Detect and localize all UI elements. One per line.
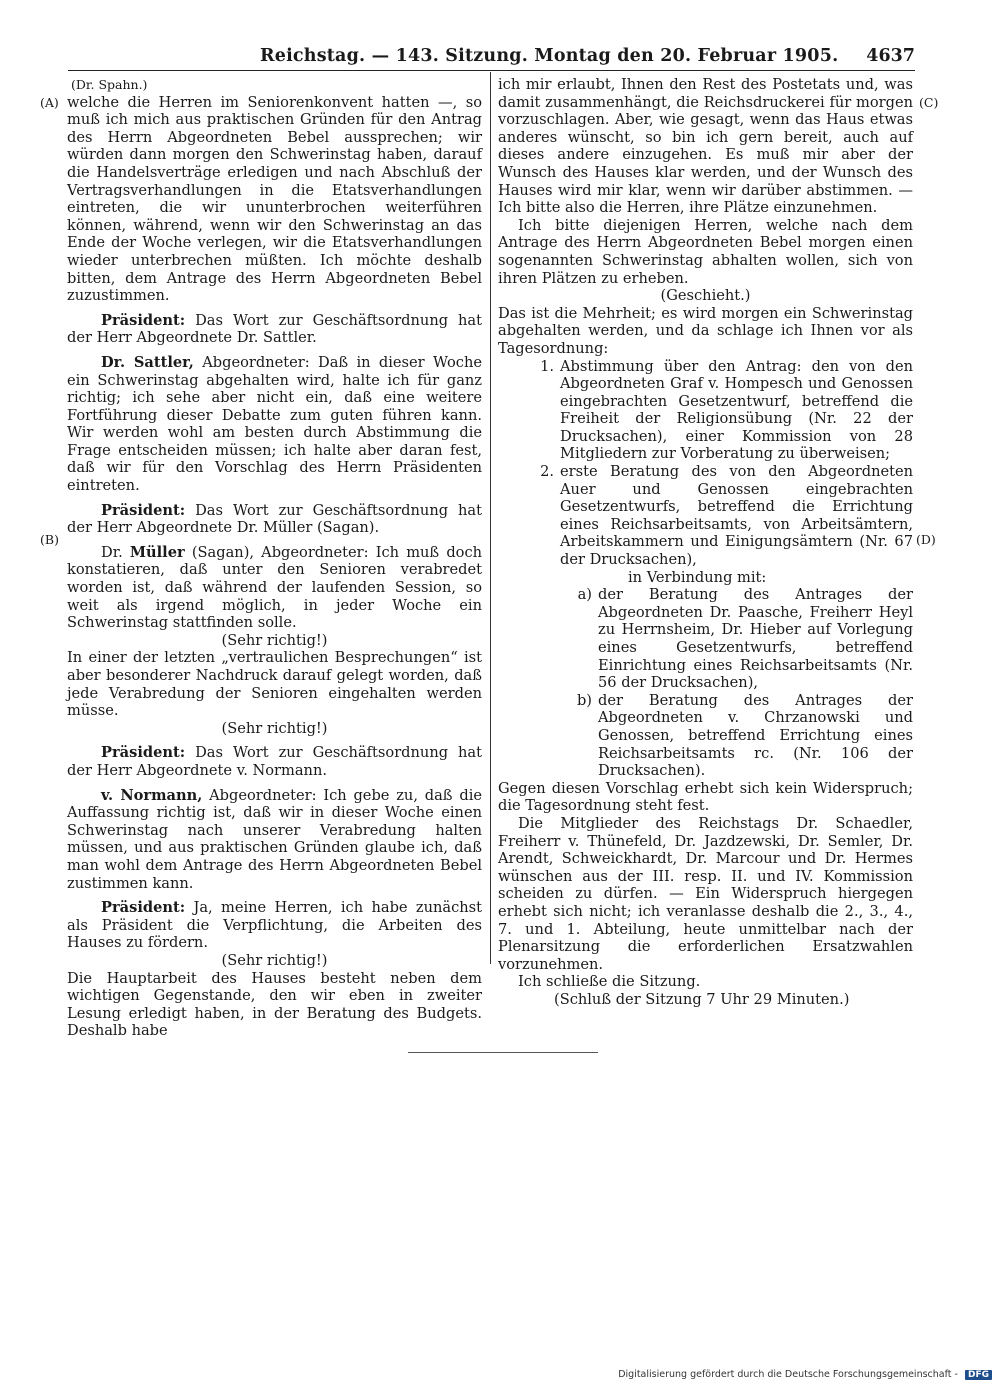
paragraph: Präsident: Das Wort zur Geschäftsordnung hat der Herr Abgeordnete v. Normann.: [67, 744, 482, 779]
agenda-item-text: Abstimmung über den Antrag: den von den Abgeordneten Graf v. Hompesch und Genossen eingebrachten Gesetzentwurf, betreffend die Freiheit der Religionsübung (Nr. 22 der Drucksachen), einer Kommission von 28 Mitgliedern zur Vorberatung zu überweisen;: [560, 357, 913, 463]
running-speaker: (Dr. Spahn.): [71, 77, 148, 92]
paragraph: In einer der letzten „vertraulichen Besprechungen“ ist aber besonderer Nachdruck darauf gelegt worden, daß jede Verabredung der Senioren eingehalten werden müsse.: [67, 649, 482, 720]
agenda-subitem: [498, 586, 913, 692]
margin-marker-d: (D): [916, 532, 936, 547]
agenda-subitem: [498, 692, 913, 780]
agenda-item-number: 1.: [540, 357, 554, 375]
paragraph: Gegen diesen Vorschlag erhebt sich kein Widerspruch; die Tagesordnung steht fest.: [498, 779, 913, 815]
margin-marker-b: (B): [40, 532, 59, 547]
right-column: [498, 76, 913, 1008]
paragraph: Präsident: Das Wort zur Geschäftsordnung hat der Herr Abgeordnete Dr. Sattler.: [67, 311, 482, 347]
paragraph: ich mir erlaubt, Ihnen den Rest des Postetats und, was damit zusammenhängt, die Reichsdruckerei für morgen vorzuschlagen. Aber, wie gesagt, wenn das Haus etwas anderes wünscht, so bin ich gern bereit, auch auf dieses andere einzugehen. Es muß mir aber der Wunsch des Hauses klar werden, und der Wunsch des Hauses wird mir klar, wenn wir darüber abstimmen. — Ich bitte also die Herren, ihre Plätze einzunehmen.: [498, 76, 913, 217]
margin-marker-a: (A): [40, 95, 59, 110]
left-column: [67, 76, 482, 1040]
in-connection-label: in Verbindung mit:: [628, 568, 767, 586]
footer: [618, 1369, 992, 1380]
speaker-name: Dr. Sattler,: [101, 353, 194, 371]
interjection: (Sehr richtig!): [221, 631, 328, 649]
paragraph: Das ist die Mehrheit; es wird morgen ein Schwerinstag abgehalten werden, und da schlage ich Ihnen vor als Tagesordnung:: [498, 304, 913, 357]
agenda-item-number: 2.: [540, 463, 554, 481]
header-rule: [68, 70, 915, 71]
paragraph: Ich schließe die Sitzung.: [518, 973, 701, 991]
speaker-name: v. Normann,: [101, 786, 203, 804]
speaker-name: Präsident:: [101, 501, 186, 519]
paragraph: welche die Herren im Seniorenkonvent hatten —, so muß ich mich aus praktischen Gründen für den Antrag des Herrn Abgeordneten Bebel aussprechen; wir würden dann morgen den Schwerinstag haben, darauf die Handelsverträge erledigen und nach Abschluß der Vertragsverhandlungen in die Etatsverhandlungen eintreten, die wir ununterbrochen weiterführen können, während, wenn wir den Schwerinstag an das Ende der Woche verlegen, wir die Etatsverhandlungen wieder unterbrechen müßten. Ich möchte deshalb bitten, dem Antrage des Herrn Abgeordneten Bebel zuzustimmen.: [67, 93, 482, 305]
interjection: (Geschieht.): [660, 287, 751, 305]
agenda-subitem-letter: b): [576, 691, 592, 709]
interjection: (Sehr richtig!): [221, 719, 328, 737]
agenda-item-text: erste Beratung des von den Abgeordneten Auer und Genossen eingebrachten Gesetzentwurfs, betreffend die Errichtung eines Reichsarbeitsamts, von Arbeitsämtern, Arbeitskammern und Einigungsämtern (Nr. 67 der Drucksachen),: [560, 463, 913, 569]
agenda-subitem-text: der Beratung des Antrages der Abgeordneten v. Chrzanowski und Genossen, betreffend Errichtung eines Reichsarbeitsamts rc. (Nr. 106 der Drucksachen).: [598, 691, 913, 780]
paragraph: Die Hauptarbeit des Hauses besteht neben dem wichtigen Gegenstande, den wir eben in zweiter Lesung erledigt haben, in der Beratung des Budgets. Deshalb habe: [67, 969, 482, 1040]
paragraph: Dr. Sattler, Abgeordneter: Daß in dieser Woche ein Schwerinstag abgehalten wird, halte ich für ganz richtig; ich sehe aber nicht ein, daß eine weitere Fortführung dieser Debatte zum guten führen kann. Wir werden wohl am besten durch Abstimmung die Frage entscheiden müssen; ich halte aber daran fest, daß wir für den Vorschlag des Herrn Präsidenten eintreten.: [67, 353, 483, 495]
footer-credit: Digitalisierung gefördert durch die Deutsche Forschungsgemeinschaft -: [618, 1369, 958, 1380]
paragraph: Dr. Müller (Sagan), Abgeordneter: Ich muß doch konstatieren, daß unter den Senioren verabredet worden ist, daß während der laufenden Session, so weit als irgend möglich, in jeder Woche ein Schwerinstag stattfinden solle.: [67, 543, 483, 632]
paragraph: Präsident: Ja, meine Herren, ich habe zunächst als Präsident die Verpflichtung, die Arbeiten des Hauses zu fördern.: [67, 899, 483, 952]
dfg-logo: DFG: [965, 1370, 992, 1380]
paragraph: Die Mitglieder des Reichstags Dr. Schaedler, Freiherr v. Thünefeld, Dr. Jazdzewski, Dr. Semler, Dr. Arendt, Schweickhardt, Dr. Marcour und Dr. Hermes wünschen aus der III. resp. II. und IV. Kommission scheiden zu dürfen. — Ein Widerspruch hiergegen erhebt sich nicht; ich veranlasse deshalb die 2., 3., 4., 7. und 1. Abteilung, heute unmittelbar nach der Plenarsitzung die erforderlichen Ersatzwahlen vorzunehmen.: [498, 814, 913, 973]
interjection: (Sehr richtig!): [221, 951, 328, 969]
column-divider: [490, 72, 491, 964]
speaker-name: Müller: [129, 543, 185, 561]
paragraph: Ich bitte diejenigen Herren, welche nach dem Antrage des Herrn Abgeordneten Bebel morgen einen sogenannten Schwerinstag abhalten wollen, sich von ihren Plätzen zu erheben.: [498, 216, 913, 287]
agenda-subitem-letter: a): [577, 586, 592, 604]
speaker-name: Präsident:: [101, 744, 186, 762]
agenda-subitem-text: der Beratung des Antrages der Abgeordneten Dr. Paasche, Freiherr Heyl zu Herrnsheim, Dr. Hieber auf Vorlegung eines Gesetzentwurfs, betreffend Einrichtung eines Reichsarbeitsamts (Nr. 56 der Drucksachen),: [598, 586, 913, 692]
page-header: [70, 46, 915, 70]
speaker-name: Präsident:: [101, 899, 186, 917]
agenda-item: [498, 463, 913, 569]
paragraph: v. Normann, Abgeordneter: Ich gebe zu, daß die Auffassung richtig ist, daß wir in dieser Woche einen Schwerinstag nach unserer Verabredung halten müssen, und aus praktischen Gründen glaube ich, daß man wohl dem Antrage des Herrn Abgeordneten Bebel zustimmen kann.: [67, 786, 483, 892]
end-rule: [408, 1052, 598, 1053]
margin-marker-c: (C): [919, 95, 939, 110]
page-number: 4637: [866, 46, 915, 66]
agenda-item: [498, 358, 913, 464]
session-closing: (Schluß der Sitzung 7 Uhr 29 Minuten.): [554, 990, 850, 1008]
page-title: Reichstag. — 143. Sitzung. Montag den 20. Februar 1905.: [260, 46, 839, 66]
paragraph: Präsident: Das Wort zur Geschäftsordnung hat der Herr Abgeordnete Dr. Müller (Sagan).: [67, 501, 482, 537]
speaker-name: Präsident:: [101, 311, 186, 329]
